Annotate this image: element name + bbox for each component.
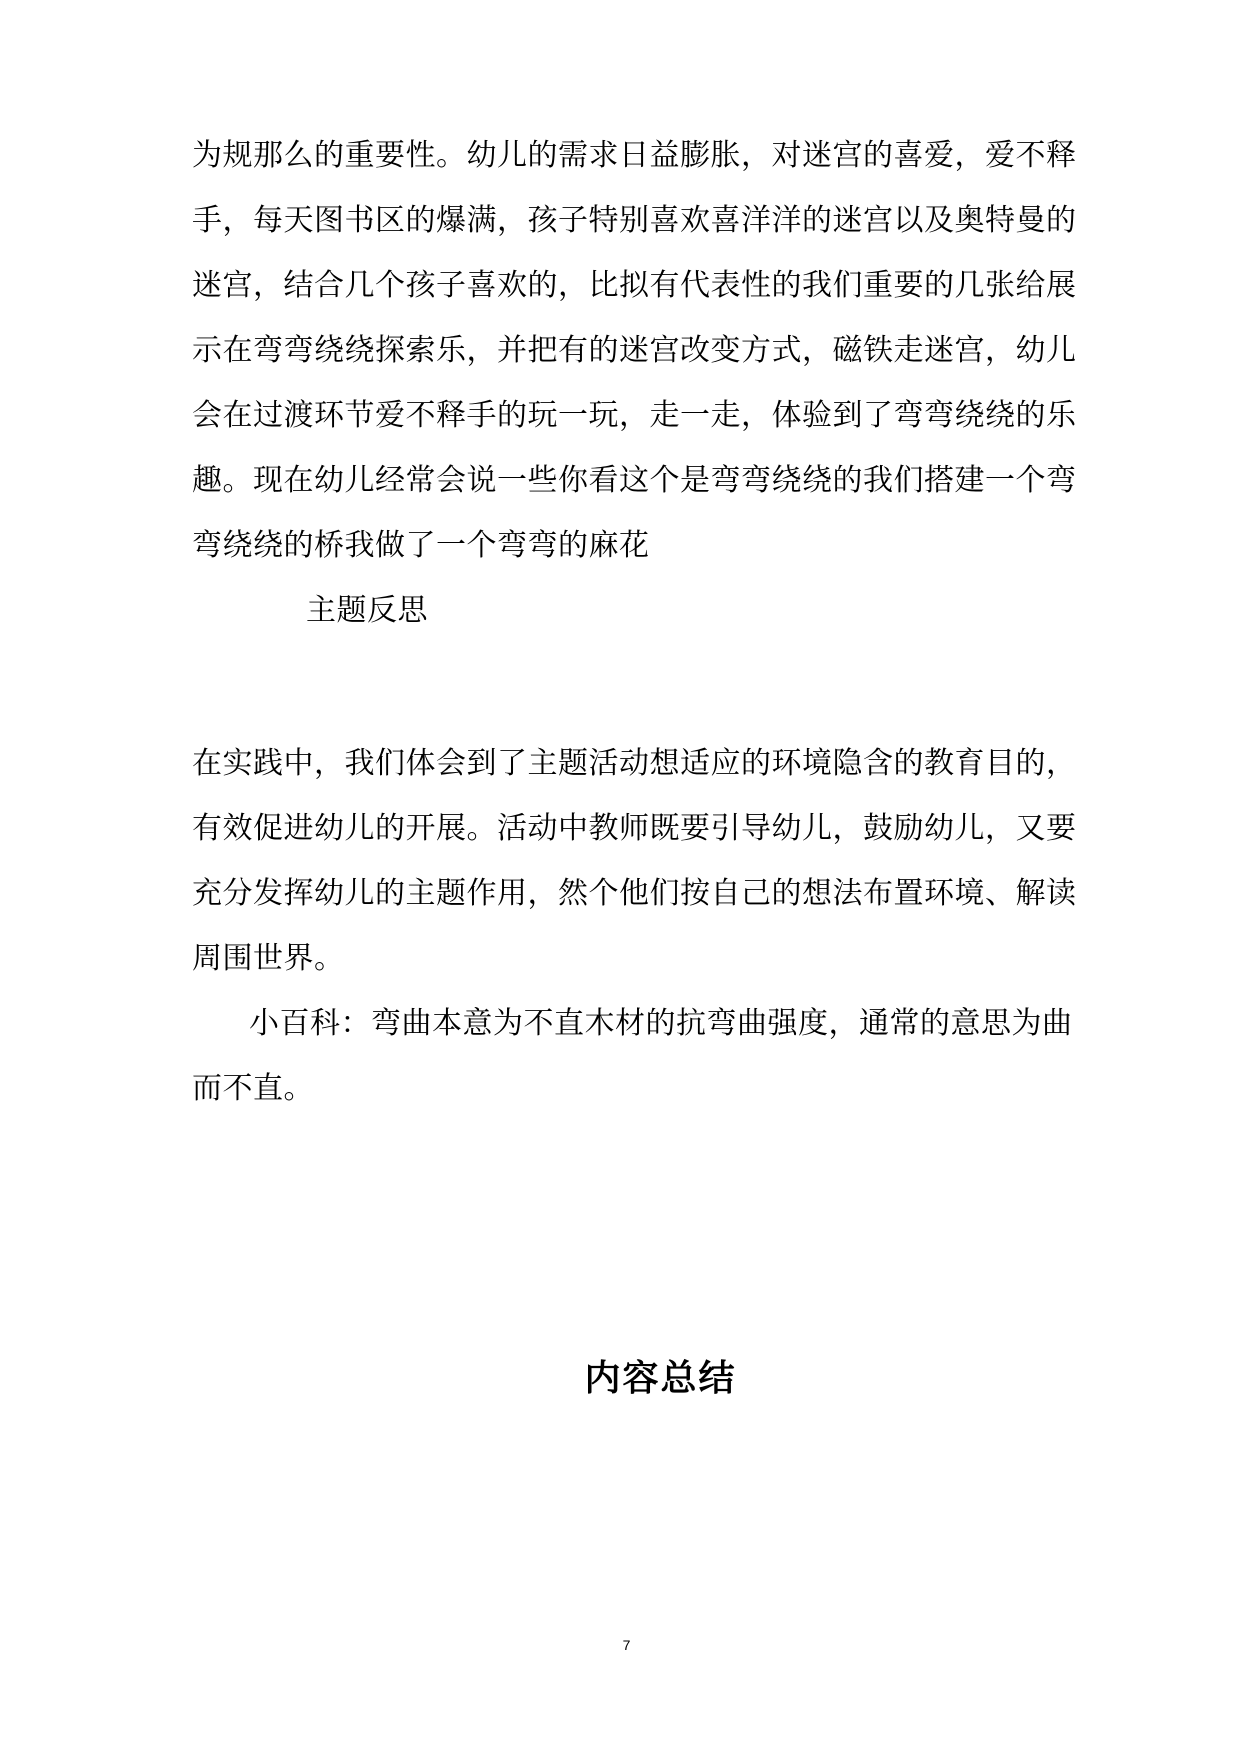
paragraph-2-line-3: 充分发挥幼儿的主题作用，然个他们按自己的想法布置环境、解读 xyxy=(192,876,1077,911)
paragraph-1-line-1: 为规那么的重要性。幼儿的需求日益膨胀，对迷宫的喜爱，爱不释 xyxy=(192,138,1077,173)
paragraph-3-line-1: 小百科：弯曲本意为不直木材的抗弯曲强度，通常的意思为曲 xyxy=(249,1006,1073,1041)
paragraph-1-line-3: 迷宫，结合几个孩子喜欢的，比拟有代表性的我们重要的几张给展 xyxy=(192,268,1077,303)
paragraph-2-line-2: 有效促进幼儿的开展。活动中教师既要引导幼儿，鼓励幼儿，又要 xyxy=(192,811,1077,846)
section-heading: 主题反思 xyxy=(306,593,428,628)
paragraph-1-line-4: 示在弯弯绕绕探索乐，并把有的迷宫改变方式，磁铁走迷宫，幼儿 xyxy=(192,333,1077,368)
paragraph-1-line-7: 弯绕绕的桥我做了一个弯弯的麻花 xyxy=(192,528,650,563)
paragraph-1-line-5: 会在过渡环节爱不释手的玩一玩，走一走，体验到了弯弯绕绕的乐 xyxy=(192,398,1077,433)
paragraph-2-line-1: 在实践中，我们体会到了主题活动想适应的环境隐含的教育目的， xyxy=(192,746,1077,781)
paragraph-3-line-2: 而不直。 xyxy=(192,1071,314,1106)
summary-heading: 内容总结 xyxy=(584,1358,737,1399)
paragraph-2-line-4: 周围世界。 xyxy=(192,941,345,976)
page-number: 7 xyxy=(622,1637,631,1653)
paragraph-1-line-2: 手，每天图书区的爆满，孩子特别喜欢喜洋洋的迷宫以及奥特曼的 xyxy=(192,203,1077,238)
paragraph-1-line-6: 趣。现在幼儿经常会说一些你看这个是弯弯绕绕的我们搭建一个弯 xyxy=(192,463,1077,498)
